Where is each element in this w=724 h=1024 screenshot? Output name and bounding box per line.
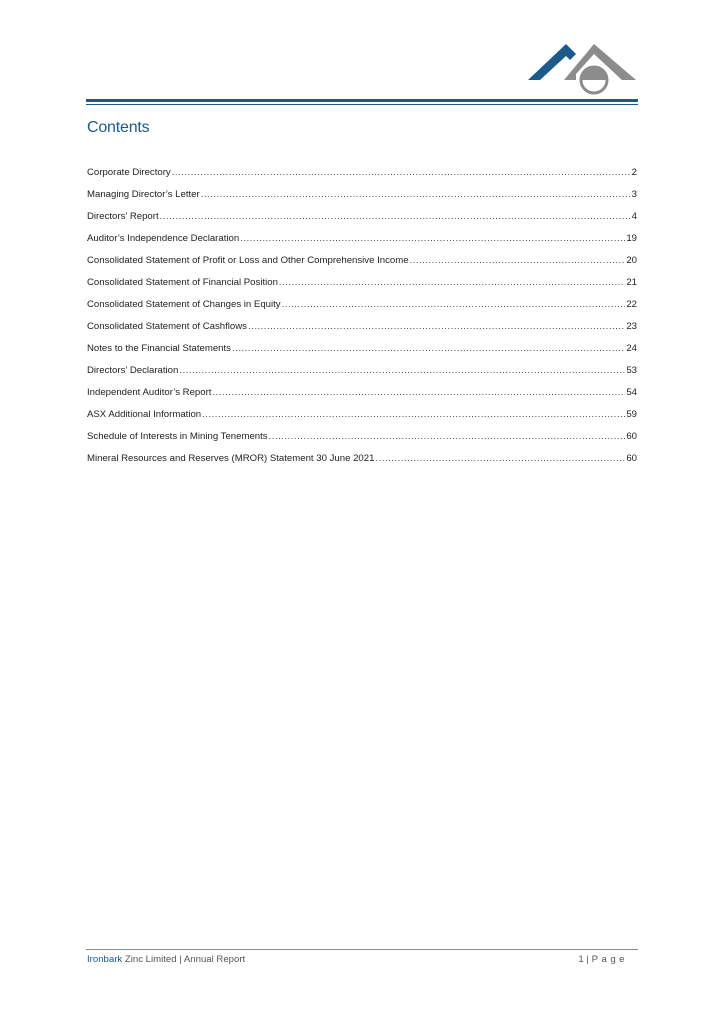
toc-entry-label: Consolidated Statement of Changes in Equity bbox=[87, 299, 281, 310]
toc-entry-page: 3 bbox=[631, 189, 637, 200]
toc-dot-leader bbox=[172, 166, 631, 180]
toc-entry-label: Auditor’s Independence Declaration bbox=[87, 233, 240, 244]
toc-entry-label: Independent Auditor’s Report bbox=[87, 387, 212, 398]
toc-entry-label: Mineral Resources and Reserves (MROR) Statement 30 June 2021 bbox=[87, 453, 375, 464]
toc-dot-leader bbox=[279, 276, 625, 290]
page-title: Contents bbox=[87, 119, 150, 136]
toc-dot-leader bbox=[282, 298, 626, 312]
toc-entry-page: 20 bbox=[626, 255, 637, 266]
toc-entry[interactable] bbox=[87, 276, 637, 298]
toc-dot-leader bbox=[160, 210, 631, 224]
toc-entry-page: 60 bbox=[626, 431, 637, 442]
toc-dot-leader bbox=[232, 342, 625, 356]
toc-entry[interactable] bbox=[87, 408, 637, 430]
toc-dot-leader bbox=[212, 386, 625, 400]
toc-entry[interactable] bbox=[87, 254, 637, 276]
toc-entry-page: 53 bbox=[626, 365, 637, 376]
toc-entry-label: Managing Director’s Letter bbox=[87, 189, 200, 200]
toc-entry-page: 23 bbox=[626, 321, 637, 332]
toc-dot-leader bbox=[201, 188, 631, 202]
toc-entry[interactable] bbox=[87, 298, 637, 320]
toc-entry[interactable] bbox=[87, 430, 637, 452]
toc-entry-label: Schedule of Interests in Mining Tenements bbox=[87, 431, 268, 442]
footer-page-word: Page bbox=[591, 954, 628, 965]
toc-dot-leader bbox=[269, 430, 626, 444]
toc-entry[interactable] bbox=[87, 210, 637, 232]
toc-entry-page: 54 bbox=[626, 387, 637, 398]
toc-entry-page: 19 bbox=[626, 233, 637, 244]
toc-entry-label: Consolidated Statement of Profit or Loss and Other Comprehensive Income bbox=[87, 255, 409, 266]
header-rule-thin bbox=[86, 104, 638, 105]
toc-entry-label: Corporate Directory bbox=[87, 167, 171, 178]
toc-entry-label: Notes to the Financial Statements bbox=[87, 343, 231, 354]
toc-entry[interactable] bbox=[87, 232, 637, 254]
toc-entry-label: ASX Additional Information bbox=[87, 409, 202, 420]
toc-entry[interactable] bbox=[87, 166, 637, 188]
toc-entry-page: 22 bbox=[626, 299, 637, 310]
toc-entry-label: Directors’ Report bbox=[87, 211, 159, 222]
footer-rule bbox=[86, 949, 638, 950]
toc-dot-leader bbox=[410, 254, 626, 268]
footer-page-indicator bbox=[578, 954, 628, 965]
toc-entry-page: 21 bbox=[626, 277, 637, 288]
toc-entry-page: 4 bbox=[631, 211, 637, 222]
toc-entry[interactable] bbox=[87, 386, 637, 408]
footer-separator: | bbox=[583, 954, 592, 965]
toc-dot-leader bbox=[179, 364, 625, 378]
footer-title-rest: Zinc Limited | Annual Report bbox=[122, 954, 246, 965]
toc-entry-page: 59 bbox=[626, 409, 637, 420]
footer-page-number: 1 bbox=[578, 954, 584, 965]
footer-brand: Ironbark bbox=[87, 954, 123, 965]
toc-dot-leader bbox=[240, 232, 625, 246]
header-rule bbox=[86, 99, 638, 102]
toc-entry[interactable] bbox=[87, 342, 637, 364]
toc-entry[interactable] bbox=[87, 188, 637, 210]
footer-title bbox=[87, 954, 245, 965]
toc-entry[interactable] bbox=[87, 452, 637, 474]
mountain-logo-icon bbox=[524, 40, 640, 98]
toc-dot-leader bbox=[248, 320, 625, 334]
toc-entry[interactable] bbox=[87, 320, 637, 342]
toc-dot-leader bbox=[202, 408, 625, 422]
toc-dot-leader bbox=[375, 452, 625, 466]
toc-entry-label: Consolidated Statement of Cashflows bbox=[87, 321, 247, 332]
toc-entry-page: 60 bbox=[626, 453, 637, 464]
toc-entry-label: Directors’ Declaration bbox=[87, 365, 179, 376]
toc-entry-page: 2 bbox=[631, 167, 637, 178]
toc-entry-label: Consolidated Statement of Financial Position bbox=[87, 277, 278, 288]
toc-entry-page: 24 bbox=[626, 343, 637, 354]
table-of-contents bbox=[87, 166, 637, 474]
toc-entry[interactable] bbox=[87, 364, 637, 386]
